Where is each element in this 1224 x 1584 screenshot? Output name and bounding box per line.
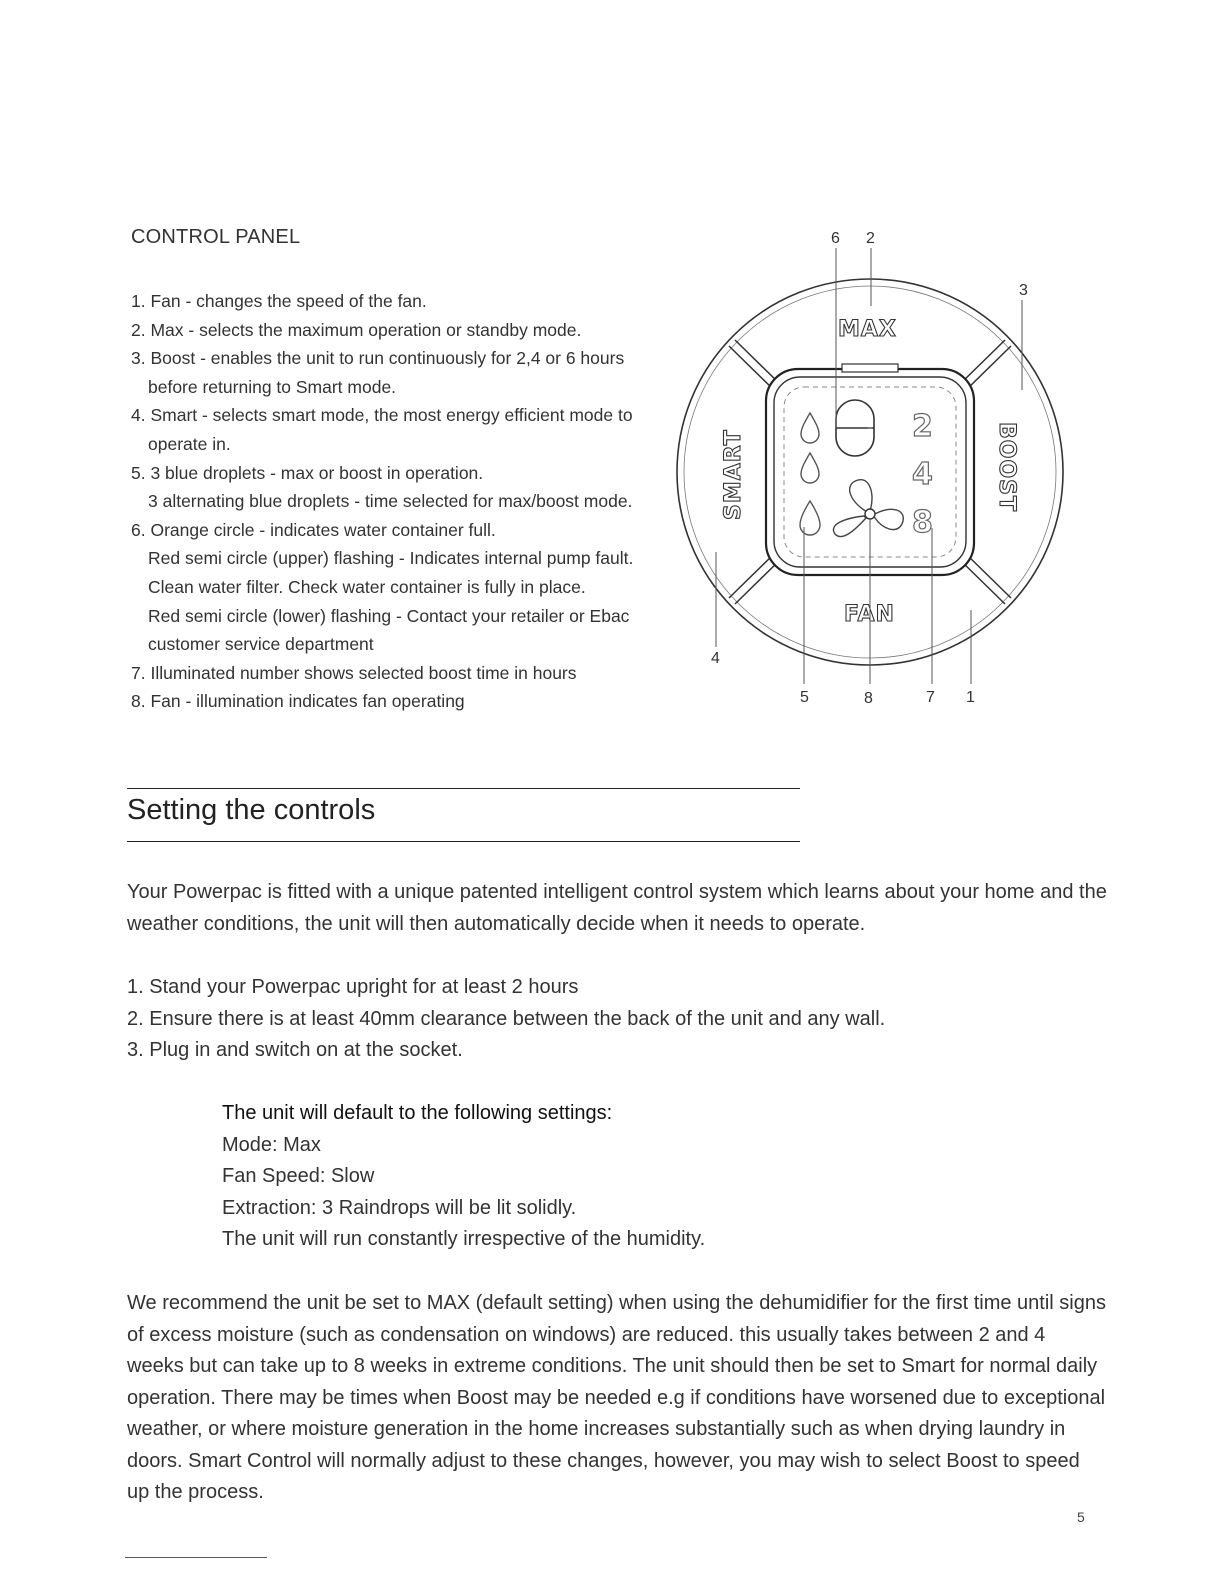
callout-8: 8 xyxy=(864,690,873,707)
section-rule-bottom xyxy=(127,841,800,842)
list-item: 2. Ensure there is at least 40mm clearance between the back of the unit and any wall. xyxy=(127,1007,886,1030)
list-item: 1. Fan - changes the speed of the fan. xyxy=(131,291,427,311)
list-item: 1. Stand your Powerpac upright for at least 2 hours xyxy=(127,976,579,998)
setup-steps xyxy=(127,972,1107,1067)
callout-3: 3 xyxy=(1019,282,1028,299)
boost-4-number: 4 xyxy=(912,457,933,492)
fan-button-label: FAN xyxy=(844,602,895,627)
default-settings xyxy=(222,1098,705,1256)
list-item: Fan Speed: Slow xyxy=(222,1165,375,1187)
list-item: 6. Orange circle - indicates water container full. xyxy=(131,519,496,540)
list-item: 7. Illuminated number shows selected boost time in hours xyxy=(131,662,577,683)
control-panel-diagram xyxy=(670,222,1080,712)
section-rule-top xyxy=(127,788,800,789)
list-item: 2. Max - selects the maximum operation or standby mode. xyxy=(131,319,582,340)
callout-7: 7 xyxy=(926,689,935,706)
list-item: before returning to Smart mode. xyxy=(148,376,397,397)
list-item: Extraction: 3 Raindrops will be lit solidly. xyxy=(222,1196,577,1219)
default-settings-heading: The unit will default to the following settings: xyxy=(222,1102,613,1124)
smart-button-label: SMART xyxy=(721,429,746,520)
list-item: 3. Plug in and switch on at the socket. xyxy=(127,1039,463,1061)
list-item: 8. Fan - illumination indicates fan operating xyxy=(131,691,465,712)
intro-paragraph: Your Powerpac is fitted with a unique patented intelligent control system which learns about your home and the weather conditions, the unit will then automatically decide when it needs to operate. xyxy=(127,881,1107,935)
list-item: Mode: Max xyxy=(222,1133,321,1156)
boost-button-label: BOOST xyxy=(994,422,1019,513)
list-item: Red semi circle (upper) flashing - Indicates internal pump fault. xyxy=(148,548,634,569)
callout-1: 1 xyxy=(966,689,975,706)
callout-6: 6 xyxy=(831,230,840,247)
list-item: customer service department xyxy=(148,634,374,655)
callout-2: 2 xyxy=(866,230,875,247)
callout-4: 4 xyxy=(711,650,720,667)
control-panel-title: CONTROL PANEL xyxy=(131,226,301,248)
recommendation-paragraph: We recommend the unit be set to MAX (default setting) when using the dehumidifier for the first time until signs of excess moisture (such as condensation on windows) are reduced. this usually takes between 2 and 4 weeks but can take up to 8 weeks in extreme conditions. The unit should then be set to Smart for normal daily operation. There may be times when Boost may be needed e.g if conditions have worsened due to exceptional weather, or where moisture generation in the home increases substantially such as when drying laundry in doors. Smart Control will normally adjust to these changes, however, you may wish to select Boost to speed up the process. xyxy=(127,1292,1106,1503)
control-panel-list xyxy=(131,287,671,716)
callout-5: 5 xyxy=(800,689,809,706)
list-item: 3. Boost - enables the unit to run continuously for 2,4 or 6 hours xyxy=(131,348,625,369)
max-button-label: MAX xyxy=(838,317,897,342)
boost-2-number: 2 xyxy=(912,409,933,444)
footer-line xyxy=(125,1557,267,1558)
list-item: 5. 3 blue droplets - max or boost in operation. xyxy=(131,462,484,483)
list-item: The unit will run constantly irrespective of the humidity. xyxy=(222,1228,706,1250)
section-title: Setting the controls xyxy=(127,794,376,826)
page-number: 5 xyxy=(1077,1509,1085,1525)
list-item: Red semi circle (lower) flashing - Contact your retailer or Ebac xyxy=(148,605,630,626)
list-item: Clean water filter. Check water container is fully in place. xyxy=(148,576,586,597)
list-item: operate in. xyxy=(148,433,231,454)
boost-8-number: 8 xyxy=(912,505,933,540)
list-item: 3 alternating blue droplets - time selected for max/boost mode. xyxy=(148,491,633,512)
list-item: 4. Smart - selects smart mode, the most energy efficient mode to xyxy=(131,405,633,426)
